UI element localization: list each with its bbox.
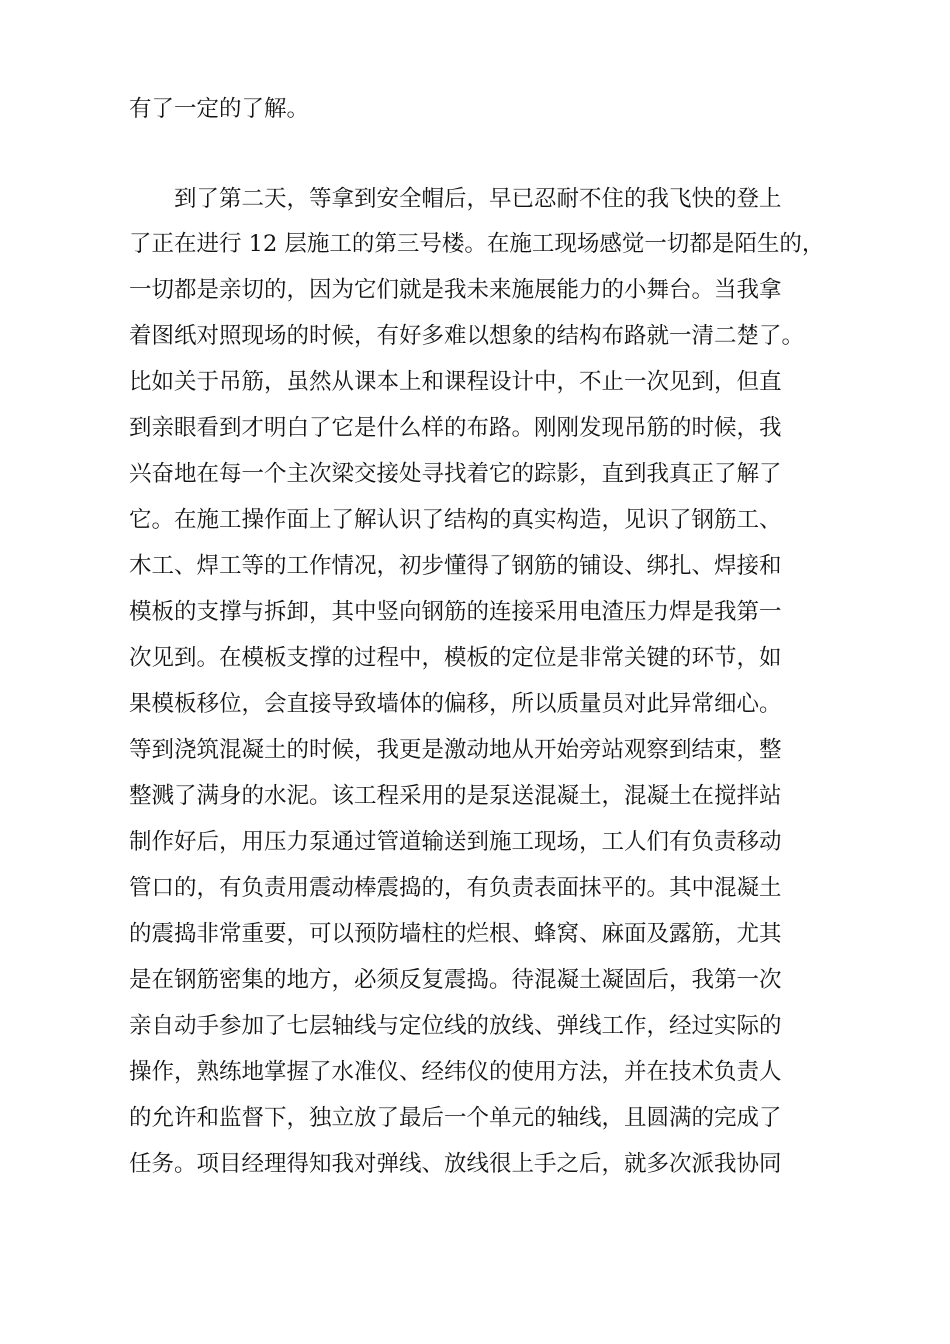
text-line-5: 着图纸对照现场的时候，有好多难以想象的结构布路就一清二楚了。 [129, 323, 805, 349]
text-line-3: 了正在进行 12 层施工的第三号楼。在施工现场感觉一切都是陌生的， [129, 231, 825, 257]
text-line-6: 比如关于吊筋，虽然从课本上和课程设计中，不止一次见到，但直 [129, 369, 782, 395]
text-line-8: 兴奋地在每一个主次梁交接处寻找着它的踪影，直到我真正了解了 [129, 461, 782, 487]
text-line-4: 一切都是亲切的，因为它们就是我未来施展能力的小舞台。当我拿 [129, 277, 782, 303]
text-line-21: 操作，熟练地掌握了水准仪、经纬仪的使用方法，并在技术负责人 [129, 1059, 782, 1085]
text-line-22: 的允许和监督下，独立放了最后一个单元的轴线，且圆满的完成了 [129, 1105, 782, 1131]
text-line-15: 整溅了满身的水泥。该工程采用的是泵送混凝土，混凝土在搅拌站 [129, 783, 782, 809]
text-line-14: 等到浇筑混凝土的时候，我更是激动地从开始旁站观察到结束，整 [129, 737, 782, 763]
text-line-18: 的震捣非常重要，可以预防墙柱的烂根、蜂窝、麻面及露筋，尤其 [129, 921, 782, 947]
text-line-2: 到了第二天，等拿到安全帽后，早已忍耐不住的我飞快的登上 [174, 186, 782, 212]
text-line-11: 模板的支撑与拆卸，其中竖向钢筋的连接采用电渣压力焊是我第一 [129, 599, 782, 625]
text-line-20: 亲自动手参加了七层轴线与定位线的放线、弹线工作，经过实际的 [129, 1013, 782, 1039]
text-line-1: 有了一定的了解。 [129, 96, 310, 122]
text-line-10: 木工、焊工等的工作情况，初步懂得了钢筋的铺设、绑扎、焊接和 [129, 553, 782, 579]
text-line-7: 到亲眼看到才明白了它是什么样的布路。刚刚发现吊筋的时候，我 [129, 415, 782, 441]
text-line-16: 制作好后，用压力泵通过管道输送到施工现场，工人们有负责移动 [129, 829, 782, 855]
text-line-12: 次见到。在模板支撑的过程中，模板的定位是非常关键的环节，如 [129, 645, 782, 671]
text-line-9: 它。在施工操作面上了解认识了结构的真实构造，见识了钢筋工、 [129, 507, 782, 533]
text-line-17: 管口的，有负责用震动棒震捣的，有负责表面抹平的。其中混凝土 [129, 875, 782, 901]
text-line-13: 果模板移位，会直接导致墙体的偏移，所以质量员对此异常细心。 [129, 691, 782, 717]
text-line-23: 任务。项目经理得知我对弹线、放线很上手之后，就多次派我协同 [129, 1151, 782, 1177]
text-line-19: 是在钢筋密集的地方，必须反复震捣。待混凝土凝固后，我第一次 [129, 967, 782, 993]
